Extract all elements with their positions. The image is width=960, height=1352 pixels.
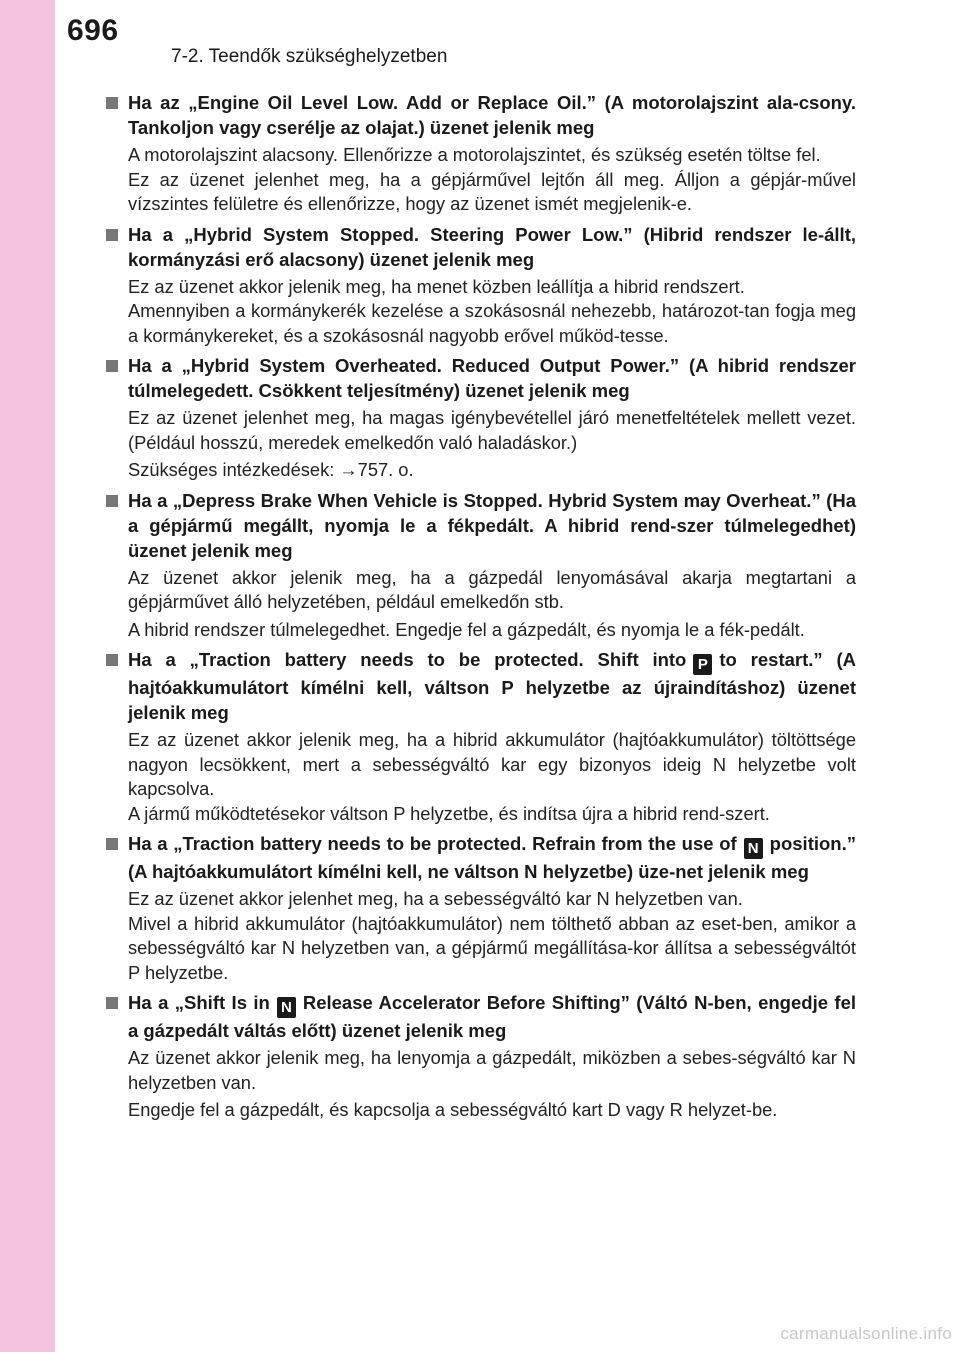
square-bullet-icon xyxy=(106,229,118,241)
section xyxy=(104,90,856,217)
paragraph: Engedje fel a gázpedált, és kapcsolja a sebességváltó kart D vagy R helyzet-be. xyxy=(128,1099,778,1120)
gear-p-icon: P xyxy=(693,654,712,675)
gear-n-icon: N xyxy=(744,838,763,859)
square-bullet-icon xyxy=(106,97,118,109)
section-heading: Ha az „Engine Oil Level Low. Add or Replace Oil.” (A motorolajszint ala-csony. Tankoljon vagy cserélje az olajat.) üzenet jelenik meg xyxy=(104,90,856,140)
section xyxy=(104,831,856,985)
square-bullet-icon xyxy=(106,360,118,372)
paragraph: Az üzenet akkor jelenik meg, ha lenyomja a gázpedált, miközben a sebes-ségváltó kar N helyzetben van. xyxy=(128,1047,856,1093)
section xyxy=(104,647,856,826)
paragraph: Az üzenet akkor jelenik meg, ha a gázpedál lenyomásával akarja megtartani a gépjárművet álló helyzetében, például emelkedőn stb. xyxy=(128,566,856,612)
paragraph: A motorolajszint alacsony. Ellenőrizze a motorolajszintet, és szükség esetén töltse fel. Ez az üzenet jelenhet meg, ha a gépjárművel lejtőn áll meg. Álljon a gépjár-művel vízszintes felületre és ellenőrizze, hogy az üzenet ismét megjelenik-e. xyxy=(128,144,856,214)
square-bullet-icon xyxy=(106,495,118,507)
paragraph: Ez az üzenet akkor jelenhet meg, ha a sebességváltó kar N helyzetben van. Mivel a hibrid akkumulátor (hajtóakkumulátor) nem tölthető abban az eset-ben, amikor a sebességváltó kar N helyzetben van, a gépjármű megállítása-kor állítsa a sebességváltót P helyzetbe. xyxy=(128,888,856,983)
section-heading: Ha a „Hybrid System Stopped. Steering Power Low.” (Hibrid rendszer le-állt, kormányzási erő alacsony) üzenet jelenik meg xyxy=(104,222,856,272)
watermark: carmanualsonline.info xyxy=(780,1324,952,1343)
section-heading: Ha a „Traction battery needs to be protected. Refrain from the use of N position.” (A hajtóakkumulátort kímélni kell, ne váltson N helyzetbe) üze-net jelenik meg xyxy=(104,831,856,884)
gear-n-icon: N xyxy=(277,997,296,1018)
paragraph: Ez az üzenet jelenhet meg, ha magas igénybevétellel járó menetfeltételek mellett vezet. (Például hosszú, meredek emelkedőn való haladáskor.) xyxy=(128,407,856,453)
side-band xyxy=(0,0,55,1352)
section xyxy=(104,990,856,1123)
section xyxy=(104,488,856,643)
square-bullet-icon xyxy=(106,654,118,666)
square-bullet-icon xyxy=(106,838,118,850)
section-heading: Ha a „Depress Brake When Vehicle is Stopped. Hybrid System may Overheat.” (Ha a gépjármű megállt, nyomja le a fékpedált. A hibrid rend-szer túlmelegedhet) üzenet jelenik meg xyxy=(104,488,856,563)
square-bullet-icon xyxy=(106,997,118,1009)
section-heading: Ha a „Traction battery needs to be protected. Shift into P to restart.” (A hajtóakkumulátort kímélni kell, váltson P helyzetbe az újraindításhoz) üzenet jelenik meg xyxy=(104,647,856,725)
paragraph: Szükséges intézkedések: →757. o. xyxy=(128,459,414,480)
page-number: 696 xyxy=(67,14,119,47)
section xyxy=(104,222,856,349)
section-heading: Ha a „Shift Is in N Release Accelerator Before Shifting” (Váltó N-ben, engedje fel a gázpedált váltás előtt) üzenet jelenik meg xyxy=(104,990,856,1043)
section-heading: Ha a „Hybrid System Overheated. Reduced Output Power.” (A hibrid rendszer túlmelegedett. Csökkent teljesítmény) üzenet jelenik meg xyxy=(104,353,856,403)
section xyxy=(104,353,856,483)
paragraph: A hibrid rendszer túlmelegedhet. Engedje fel a gázpedált, és nyomja le a fék-pedált. xyxy=(128,618,805,640)
paragraph: Ez az üzenet akkor jelenik meg, ha menet közben leállítja a hibrid rendszert. Amennyiben a kormánykerék kezelése a szokásosnál nehezebb, határozot-tan fogja meg a kormánykereket, és a szokásosnál nagyobb erővel működ-tesse. xyxy=(128,275,856,346)
content xyxy=(104,90,856,1128)
paragraph: Ez az üzenet akkor jelenik meg, ha a hibrid akkumulátor (hajtóakkumulátor) töltöttsége nagyon lecsökkent, mert a sebességváltó kar egy bizonyos ideig N helyzetbe volt kapcsolva. A jármű működtetésekor váltson P helyzetbe, és indítsa újra a hibrid rend-szert. xyxy=(128,729,856,824)
chapter-title: 7-2. Teendők szükséghelyzetben xyxy=(171,46,448,67)
